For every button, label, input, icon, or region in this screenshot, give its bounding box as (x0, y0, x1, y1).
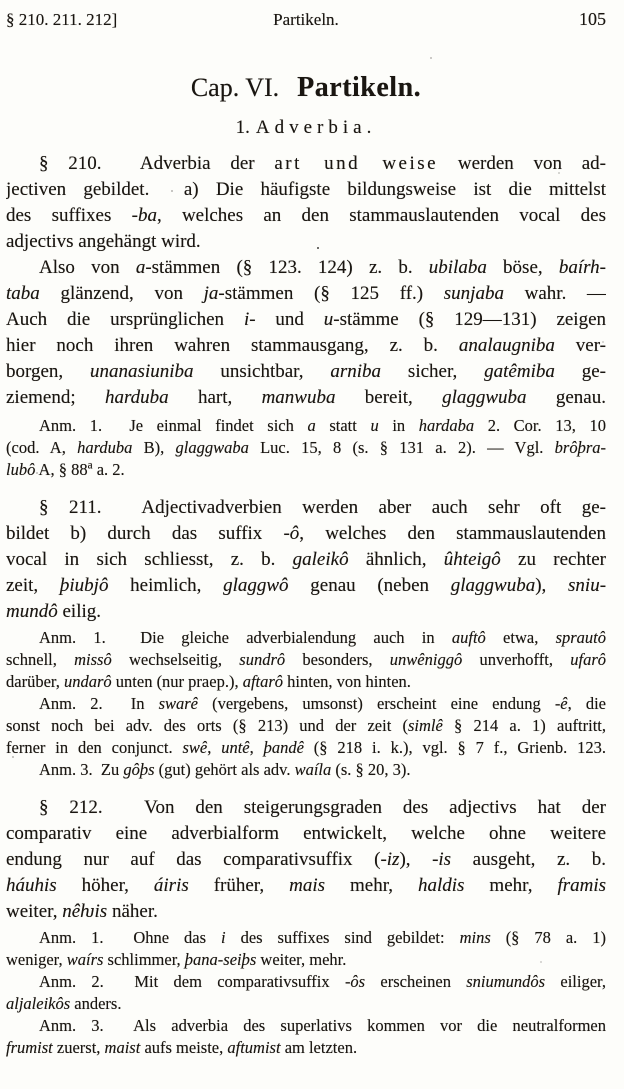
text-segment: unsichtbar, (193, 361, 331, 382)
text-segment: Anm. 1. Ohne das (39, 928, 222, 947)
text-segment: sicher, (381, 361, 485, 382)
text-segment: (vergebens, umsonst) erscheint eine endung (198, 694, 555, 713)
text-segment: comparativ eine adverbialform entwickelt, welche ohne weitere (6, 823, 606, 844)
gothic-term: i (221, 928, 226, 947)
gothic-term: maist (104, 1038, 141, 1057)
text-segment: ziemend; (6, 387, 105, 408)
paragraph-210-examples (6, 255, 606, 411)
text-segment: Luc. 15, 8 (s. § 131 a. 2). — Vgl. (248, 438, 555, 457)
anm-211-2 (6, 693, 606, 759)
text-segment: A, § 88 (35, 460, 88, 479)
text-line (6, 459, 606, 481)
text-line (6, 873, 606, 899)
gothic-term: u (370, 416, 379, 435)
gothic-term: sundrô (239, 650, 286, 669)
page-number: 105 (579, 9, 606, 29)
gothic-term: a (135, 257, 146, 278)
text-segment: hart, (168, 387, 262, 408)
gothic-term: harduba (104, 387, 169, 408)
text-segment: erscheinen (365, 972, 467, 991)
text-segment: eilig. (57, 601, 102, 622)
gothic-term: gatêmiba (484, 361, 555, 382)
text-segment: -stämmen (§ 125 ff.) (218, 283, 444, 304)
text-segment: des suffixes sind gebildet: (225, 928, 460, 947)
gothic-term: arniba (330, 361, 382, 382)
text-segment: in (378, 416, 419, 435)
text-segment: weiter, mehr. (256, 950, 347, 969)
gothic-term: glaggwô (223, 575, 289, 596)
text-segment: ausgeht, z. b. (451, 849, 606, 870)
text-line (6, 495, 606, 521)
text-line (6, 281, 606, 307)
text-segment: bereit, (335, 387, 443, 408)
text-segment: ge- (554, 361, 606, 382)
section-heading (6, 115, 606, 141)
gothic-term: u (323, 309, 334, 330)
text-segment: mehr, (325, 875, 418, 896)
text-segment: am letzten. (280, 1038, 358, 1057)
text-segment: zuerst, (52, 1038, 105, 1057)
paragraph-212 (6, 795, 606, 925)
running-header-sections: § 210. 211. 212] (6, 10, 118, 29)
gothic-term: sniumundôs (466, 972, 546, 991)
gothic-term: taba (6, 283, 40, 304)
gothic-term: brôþra- (554, 438, 606, 457)
chapter-number: Cap. VI. (190, 73, 280, 102)
text-segment: böse, (486, 257, 559, 278)
text-line (6, 573, 606, 599)
gothic-term: glaggwuba (450, 575, 536, 596)
text-segment: werden von ad- (438, 153, 606, 174)
chapter-title: Partikeln. (297, 72, 422, 103)
text-line (6, 927, 606, 949)
gothic-term: -ô (283, 523, 300, 544)
gothic-term: framis (557, 875, 606, 896)
text-segment: Anm. 3. Als adverbia des superlativs kommen vor die neutralformen (39, 1016, 606, 1035)
text-segment: art und weise (274, 153, 439, 174)
text-line (6, 307, 606, 333)
gothic-term: untê (221, 738, 250, 757)
text-segment: des suffixes (6, 205, 132, 226)
gothic-term: analaugniba (458, 335, 555, 356)
gothic-term: frumist (6, 1038, 53, 1057)
gothic-term: áiris (153, 875, 189, 896)
text-segment: , welches den stammauslautenden (299, 523, 606, 544)
gothic-term: gôþs (123, 760, 155, 779)
gothic-term: aftumist (227, 1038, 281, 1057)
text-segment: weiter, (6, 901, 63, 922)
text-line (6, 385, 606, 411)
text-segment: und (255, 309, 324, 330)
gothic-term: simlê (407, 716, 443, 735)
text-segment: § 214 a. 1) auftritt, (442, 716, 606, 735)
text-segment: (gut) gehört als adv. (154, 760, 295, 779)
text-line (6, 671, 606, 693)
text-segment: höher, (56, 875, 154, 896)
gothic-term: þana-seiþs (184, 950, 257, 969)
text-segment: eiliger, (545, 972, 606, 991)
text-segment: Auch die ursprünglichen (6, 309, 244, 330)
text-segment: § 211. Adjectivadverbien werden aber auch sehr oft ge- (39, 497, 606, 518)
text-segment: aufs meiste, (140, 1038, 228, 1057)
gothic-term: sniu- (568, 575, 606, 596)
anm-211-1 (6, 627, 606, 693)
gothic-term: þandê (263, 738, 304, 757)
gothic-term: ûhteigô (443, 549, 501, 570)
text-segment: Anm. 1. Die gleiche adverbialendung auch in (39, 628, 452, 647)
gothic-term: undarô (63, 672, 112, 691)
text-segment: Anm. 1. Je einmal findet sich (39, 416, 308, 435)
text-segment: mehr, (464, 875, 558, 896)
text-line (6, 693, 606, 715)
text-line (6, 415, 606, 437)
text-segment: , (207, 738, 222, 757)
gothic-term: ja (203, 283, 219, 304)
gothic-term: ubilaba (428, 257, 487, 278)
text-segment: , die (567, 694, 606, 713)
text-segment: zeit, (6, 575, 60, 596)
text-segment: wechselseitig, (111, 650, 240, 669)
gothic-term: missô (74, 650, 112, 669)
text-segment: Anm. 2. Mit dem comparativsuffix (39, 972, 345, 991)
text-line (6, 795, 606, 821)
text-line (6, 547, 606, 573)
anm-211-3 (6, 759, 606, 781)
gothic-term: mundô (6, 601, 58, 622)
text-line (6, 1037, 606, 1059)
text-line (6, 229, 606, 255)
text-segment: (§ 218 i. k.), vgl. § 7 f., Grienb. 123. (303, 738, 606, 757)
text-segment: bildet b) durch das suffix (6, 523, 284, 544)
gothic-term: mins (459, 928, 491, 947)
text-line (6, 521, 606, 547)
text-segment: näher. (107, 901, 158, 922)
text-segment: unverhofft, (462, 650, 571, 669)
gothic-term: a (307, 416, 316, 435)
text-segment: Anm. 3. Zu (39, 760, 124, 779)
text-segment: anders. (70, 994, 122, 1013)
text-segment: wahr. — (503, 283, 606, 304)
text-segment: endung nur auf das comparativsuffix ( (6, 849, 381, 870)
text-segment: glänzend, von (39, 283, 204, 304)
text-segment: besonders, (285, 650, 390, 669)
text-line (6, 437, 606, 459)
gothic-term: ufarô (570, 650, 606, 669)
text-line (6, 203, 606, 229)
gothic-term: -ba (131, 205, 157, 226)
gothic-term: swarê (158, 694, 198, 713)
gothic-term: auftô (451, 628, 486, 647)
text-segment: -stämme (§ 129—131) zeigen (333, 309, 606, 330)
text-segment: Anm. 2. In (39, 694, 159, 713)
text-line (6, 949, 606, 971)
gothic-term: i- (243, 309, 256, 330)
gothic-term: glaggwaba (175, 438, 249, 457)
text-line (6, 627, 606, 649)
text-segment: weniger, (6, 950, 67, 969)
text-segment: unten (nur praep.), (111, 672, 243, 691)
text-segment: borgen, (6, 361, 91, 382)
gothic-term: unanasiuniba (90, 361, 194, 382)
gothic-term: baírh- (558, 257, 606, 278)
text-segment: (s. § 20, 3). (331, 760, 411, 779)
gothic-term: -iz (380, 849, 400, 870)
text-segment: , (249, 738, 264, 757)
text-line (6, 599, 606, 625)
text-segment: statt (315, 416, 371, 435)
text-segment: , welches an den stammauslautenden vocal des (156, 205, 606, 226)
text-segment: (cod. A, (6, 438, 78, 457)
chapter-heading (6, 71, 606, 109)
text-segment: heimlich, (108, 575, 224, 596)
text-segment: sonst noch bei adv. des orts (§ 213) und der zeit ( (6, 716, 408, 735)
text-segment: schnell, (6, 650, 75, 669)
text-body (6, 151, 606, 1059)
text-line (6, 847, 606, 873)
text-line (6, 759, 606, 781)
text-segment: (§ 78 a. 1) (490, 928, 606, 947)
gothic-term: háuhis (6, 875, 57, 896)
gothic-term: mais (289, 875, 326, 896)
text-segment: adjectivs angehängt wird. (6, 231, 201, 252)
text-segment: Also von (39, 257, 136, 278)
gothic-term: waíla (294, 760, 332, 779)
anm-210-1 (6, 415, 606, 481)
text-line (6, 899, 606, 925)
gothic-term: harduba (77, 438, 133, 457)
gothic-term: -ôs (344, 972, 366, 991)
text-line (6, 821, 606, 847)
text-segment: hinten, von hinten. (283, 672, 411, 691)
text-segment: a (87, 459, 93, 472)
section-title: Adverbia. (255, 117, 377, 138)
text-segment: § 210. Adverbia der (39, 153, 275, 174)
text-line (6, 993, 606, 1015)
text-line (6, 151, 606, 177)
text-segment: -stämmen (§ 123. 124) z. b. (145, 257, 429, 278)
text-segment: darüber, (6, 672, 64, 691)
gothic-term: -is (432, 849, 452, 870)
text-line (6, 359, 606, 385)
text-segment: ähnlich, (348, 549, 444, 570)
gothic-term: unwêniggô (389, 650, 463, 669)
text-segment: ferner in den conjunct. (6, 738, 183, 757)
gothic-term: sunjaba (443, 283, 504, 304)
anm-212-2 (6, 971, 606, 1015)
text-segment: jectiven gebildet. a) Die häufigste bildungsweise ist die mittelst (6, 179, 606, 200)
text-line (6, 255, 606, 281)
gothic-term: swê (182, 738, 208, 757)
text-segment: a. 2. (92, 460, 125, 479)
text-segment: ), (535, 575, 569, 596)
gothic-term: aftarô (242, 672, 284, 691)
section-number: 1. (235, 117, 250, 138)
text-line (6, 1015, 606, 1037)
running-header (6, 8, 606, 31)
gothic-term: galeikô (292, 549, 349, 570)
text-segment: ver- (554, 335, 606, 356)
text-segment: schlimmer, (103, 950, 185, 969)
text-segment: ), (399, 849, 433, 870)
anm-212-3 (6, 1015, 606, 1059)
gothic-term: sprautô (555, 628, 606, 647)
gothic-term: þiubjô (59, 575, 109, 596)
gothic-term: glaggwuba (442, 387, 527, 408)
gothic-term: waírs (66, 950, 104, 969)
text-line (6, 971, 606, 993)
gothic-term: lubô (6, 460, 36, 479)
gothic-term: haldis (418, 875, 465, 896)
text-line (6, 333, 606, 359)
running-header-title: Partikeln. (273, 10, 339, 29)
text-segment: früher, (188, 875, 290, 896)
text-segment: vocal in sich schliesst, z. b. (6, 549, 293, 570)
gothic-term: -ê (554, 694, 568, 713)
text-line (6, 649, 606, 671)
text-segment: B), (132, 438, 176, 457)
text-segment: § 212. Von den steigerungsgraden des adjectivs hat der (39, 797, 606, 818)
text-segment: etwa, (485, 628, 556, 647)
text-segment: zu rechter (500, 549, 606, 570)
text-segment: genau. (526, 387, 606, 408)
text-line (6, 737, 606, 759)
text-line (6, 715, 606, 737)
text-segment: genau (neben (288, 575, 451, 596)
text-line (6, 177, 606, 203)
text-segment: hier noch ihren wahren stammausgang, z. b. (6, 335, 459, 356)
text-segment: 2. Cor. 13, 10 (474, 416, 606, 435)
gothic-term: aljaleikôs (6, 994, 71, 1013)
paragraph-211 (6, 495, 606, 625)
paragraph-210 (6, 151, 606, 255)
gothic-term: manwuba (261, 387, 336, 408)
gothic-term: hardaba (418, 416, 475, 435)
gothic-term: nêƕis (62, 901, 108, 922)
anm-212-1 (6, 927, 606, 971)
